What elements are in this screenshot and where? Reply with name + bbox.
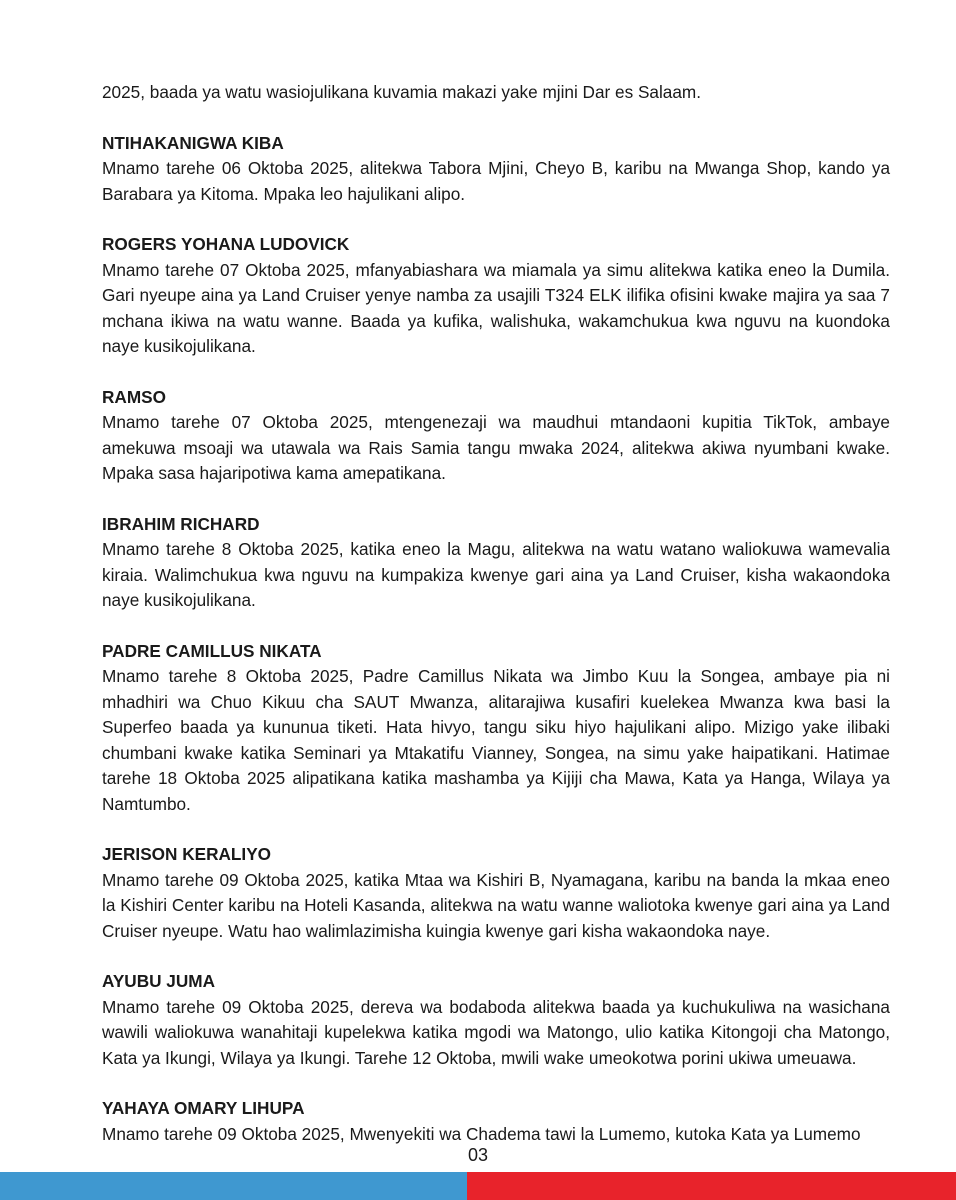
entry-text: Mnamo tarehe 06 Oktoba 2025, alitekwa Tabora Mjini, Cheyo B, karibu na Mwanga Shop, kando ya Barabara ya Kitoma. Mpaka leo hajulikani alipo. bbox=[102, 158, 890, 204]
entry-text: Mnamo tarehe 8 Oktoba 2025, Padre Camillus Nikata wa Jimbo Kuu la Songea, ambaye pia ni mhadhiri wa Chuo Kikuu cha SAUT Mwanza, alitarajiwa kusafiri kuelekea Mwanza kwa basi la Superfeo baada ya kununua tiketi. Hata hivyo, tangu siku hiyo hajulikani alipo. Mizigo yake ilibaki chumbani kwake katika Seminari ya Mtakatifu Vianney, Songea, na simu yake haipatikani. Hatimae tarehe 18 Oktoba 2025 alipatikana katika mashamba ya Kijiji cha Mawa, Kata ya Hanga, Wilaya ya Namtumbo. bbox=[102, 666, 890, 814]
entry-jerison-keraliyo bbox=[102, 842, 890, 944]
entry-text: Mnamo tarehe 09 Oktoba 2025, Mwenyekiti wa Chadema tawi la Lumemo, kutoka Kata ya Lumemo bbox=[102, 1123, 861, 1144]
entry-name: RAMSO bbox=[102, 386, 166, 407]
entry-text: Mnamo tarehe 8 Oktoba 2025, katika eneo la Magu, alitekwa na watu watano waliokuwa wamevalia kiraia. Walimchukua kwa nguvu na kumpakiza kwenye gari aina ya Land Cruiser, kisha wakaondoka naye kusikojulikana. bbox=[102, 539, 890, 610]
entry-text: Mnamo tarehe 09 Oktoba 2025, dereva wa bodaboda alitekwa baada ya kuchukuliwa na wasichana wawili waliokuwa wanahitaji kupelekwa katika mgodi wa Matongo, ulio katika Kitongoji cha Matongo, Kata ya Ikungi, Wilaya ya Ikungi. Tarehe 12 Oktoba, mwili wake umeokotwa porini ukiwa umeuawa. bbox=[102, 996, 890, 1068]
entry-ramso bbox=[102, 385, 890, 487]
page-number: 03 bbox=[467, 1145, 489, 1165]
footer-bar-red bbox=[467, 1172, 956, 1200]
entry-name: ROGERS YOHANA LUDOVICK bbox=[102, 234, 350, 254]
entry-padre-camillus-nikata bbox=[102, 639, 890, 818]
entry-ibrahim-richard bbox=[102, 512, 890, 614]
footer-bar-blue bbox=[0, 1172, 467, 1200]
entry-name: IBRAHIM RICHARD bbox=[102, 513, 260, 534]
entry-name: NTIHAKANIGWA KIBA bbox=[102, 132, 284, 153]
entry-name: PADRE CAMILLUS NIKATA bbox=[102, 640, 322, 661]
entry-name: AYUBU JUMA bbox=[102, 971, 216, 991]
entry-text: Mnamo tarehe 07 Oktoba 2025, mtengenezaji wa maudhui mtandaoni kupitia TikTok, ambaye amekuwa msoaji wa utawala wa Rais Samia tangu mwaka 2024, alitekwa akiwa nyumbani kwake. Mpaka sasa hajaripotiwa kama amepatikana. bbox=[102, 412, 890, 483]
entry-ayubu-juma bbox=[102, 969, 890, 1071]
entry-text: Mnamo tarehe 09 Oktoba 2025, katika Mtaa wa Kishiri B, Nyamagana, karibu na banda la mkaa eneo la Kishiri Center karibu na Hoteli Kasanda, alitekwa na watu wanne waliotoka kwenye gari aina ya Land Cruiser nyeupe. Watu hao walimlazimisha kuingia kwenye gari kisha wakaondoka naye. bbox=[102, 869, 890, 941]
entry-name: YAHAYA OMARY LIHUPA bbox=[102, 1098, 305, 1118]
entry-rogers-yohana-ludovick bbox=[102, 232, 890, 360]
entry-name: JERISON KERALIYO bbox=[102, 844, 272, 864]
entry-text: Mnamo tarehe 07 Oktoba 2025, mfanyabiashara wa miamala ya simu alitekwa katika eneo la Dumila. Gari nyeupe aina ya Land Cruiser yenye namba za usajili T324 ELK ilifika ofisini kwake majira ya saa 7 mchana ikiwa na watu wanne. Baada ya kufika, walishuka, wakamchukua kwa nguvu na kuondoka naye kusikojulikana. bbox=[102, 259, 890, 356]
intro-paragraph: 2025, baada ya watu wasiojulikana kuvamia makazi yake mjini Dar es Salaam. bbox=[102, 82, 701, 102]
entry-yahaya-omary-lihupa bbox=[102, 1096, 890, 1147]
entry-ntihakanigwa-kiba bbox=[102, 131, 890, 208]
document-body bbox=[102, 80, 890, 1147]
